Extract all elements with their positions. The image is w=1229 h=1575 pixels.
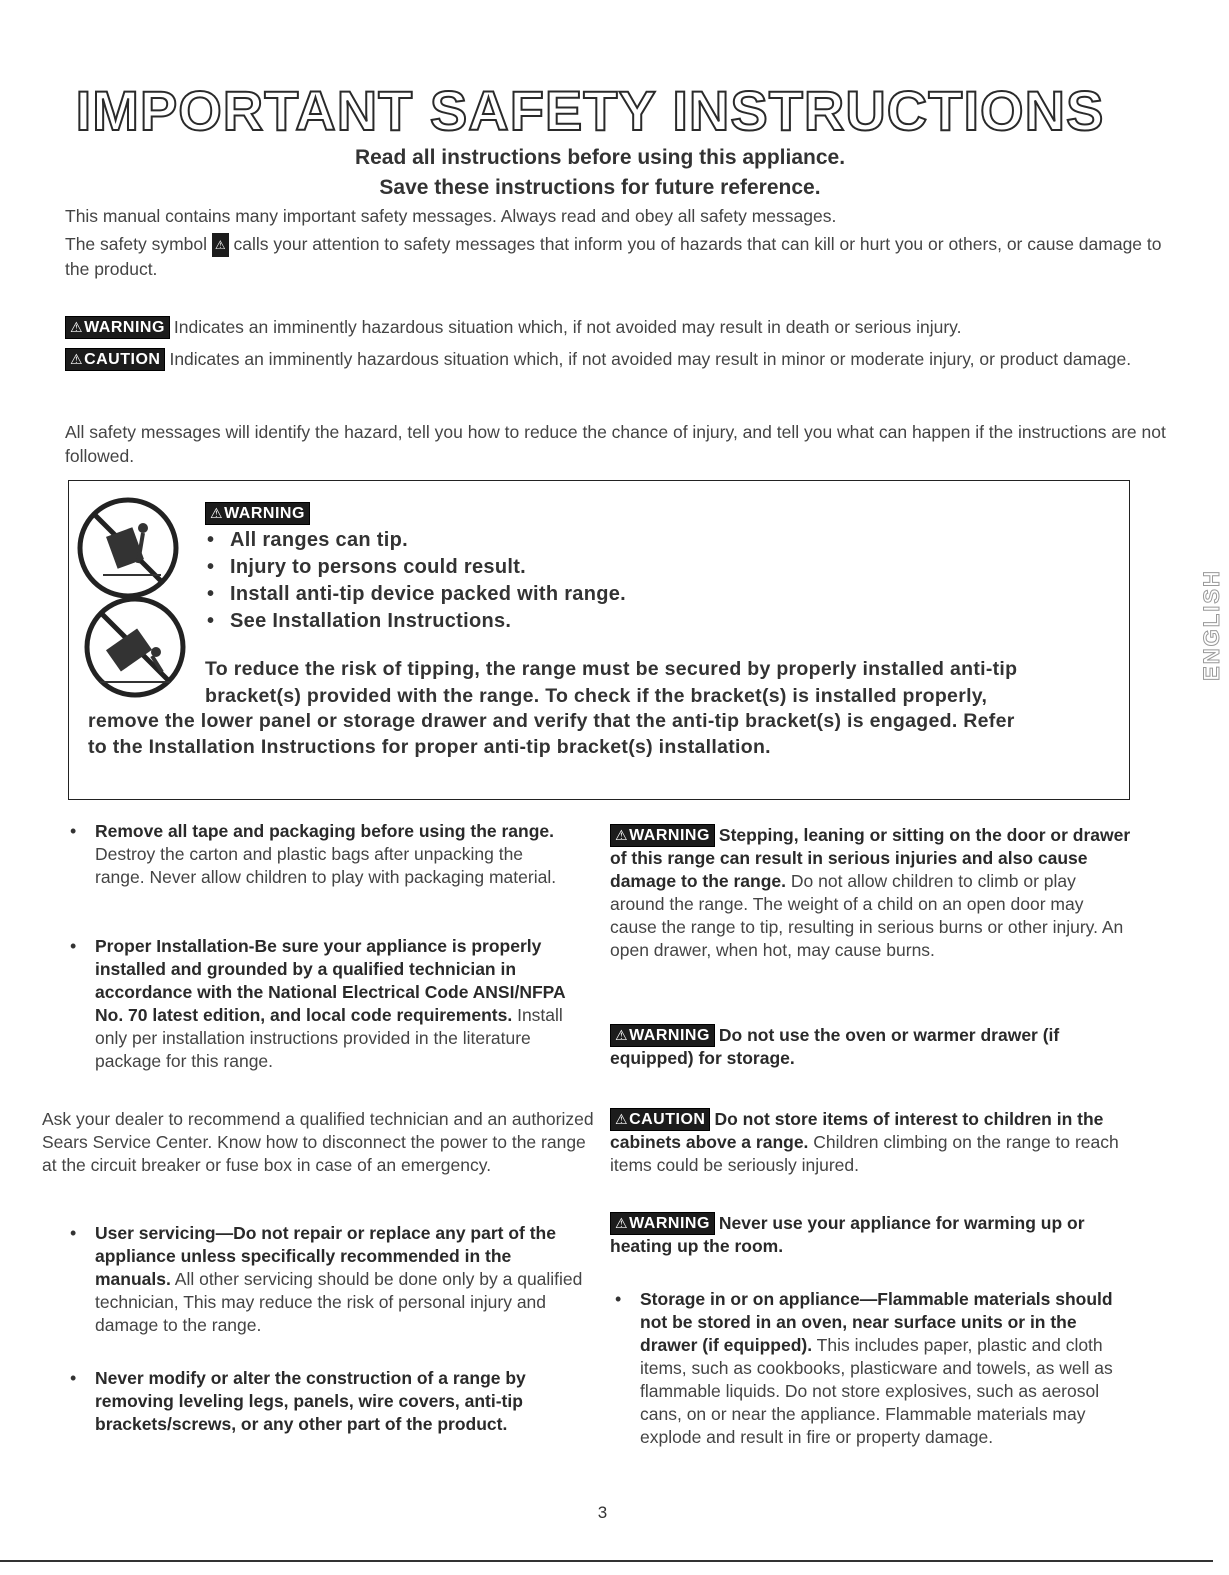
bullet: • [70,821,77,841]
language-side-tab [1175,560,1224,690]
warning-triangle-icon: ⚠ [615,1215,629,1231]
list-item: • Never modify or alter the construction of a range by removing leveling legs, panels, wire covers, anti-tip brackets/screws, or any other part of the product. [70,1368,526,1434]
safety-symbol-text-a: The safety symbol [65,234,207,254]
range-tip-icon [73,493,183,603]
warning-triangle-icon: ⚠ [615,1111,629,1127]
bullet: • [70,1223,77,1243]
warning-badge: ⚠WARNING [65,316,170,339]
warning-triangle-icon: ⚠ [70,319,84,335]
page-number: 3 [597,1503,608,1522]
bullet: • [70,1368,77,1388]
box-para-line: to the Installation Instructions for proper anti-tip bracket(s) installation. [88,736,771,758]
bullet: • [615,1289,622,1309]
subtitle-save: Save these instructions for future reference. [379,176,821,199]
warning-badge: ⚠WARNING [610,1024,715,1047]
bullet: • [70,936,77,956]
list-item: • User servicing—Do not repair or replace any part of the appliance unless specifically recommended in the manuals. All other servicing should be done only by a qualified technician, This may reduce the risk of personal injury and damage to the range. [70,1223,583,1335]
caution-definition: ⚠CAUTION Indicates an imminently hazardous situation which, if not avoided may result in minor or moderate injury, or product damage. [65,347,1185,371]
warning-triangle-icon: ⚠ [210,505,224,521]
warning-definition: ⚠WARNING Indicates an imminently hazardous situation which, if not avoided may result in death or serious injury. [65,315,1185,339]
dealer-paragraph: Ask your dealer to recommend a qualified technician and an authorized Sears Service Center. Know how to disconnect the power to the range at the circuit breaker or fuse box in case of an emergency. [42,1109,594,1175]
storage-warning: ⚠WARNING Do not use the oven or warmer drawer (if equipped) for storage. [610,1025,1060,1068]
warning-badge: ⚠WARNING [610,1212,715,1235]
safety-symbol-paragraph [65,232,1185,281]
caution-badge: ⚠CAUTION [65,348,165,371]
list-item: • See Installation Instructions. [205,608,905,635]
warning-triangle-icon: ⚠ [70,351,84,367]
list-item: • Remove all tape and packaging before using the range. Destroy the carton and plastic bags after unpacking the range. Never allow children to play with packaging material. [70,821,557,887]
all-safety-paragraph: All safety messages will identify the hazard, tell you how to reduce the chance of injury, and tell you what can happen if the instructions are not followed. [65,422,1166,466]
page-title: IMPORTANT SAFETY INSTRUCTIONS [75,79,1105,142]
list-item: • Injury to persons could result. [205,554,905,581]
safety-symbol-text-b: calls your attention to safety messages that inform you of hazards that can kill or hurt you or others, or cause damage to the product. [65,234,1162,279]
list-item: • All ranges can tip. [205,527,905,554]
heating-warning: ⚠WARNING Never use your appliance for warming up or heating up the room. [610,1213,1085,1256]
warning-triangle-icon: ⚠ [615,1027,629,1043]
door-warning: ⚠WARNING Stepping, leaning or sitting on the door or drawer of this range can result in serious injuries and also cause damage to the range. Do not allow children to climb or play around the range. The weight of a child on an open door may cause the range to tip, resulting in serious burns or other injury. An open drawer, when hot, may cause burns. [610,825,1131,960]
side-tab-label: ENGLISH [1199,569,1224,681]
page-bottom-rule [0,1560,1213,1562]
warning-badge: ⚠WARNING [610,824,715,847]
box-para-line: bracket(s) provided with the range. To check if the bracket(s) is installed properly, [205,685,988,707]
warning-badge: ⚠WARNING [205,502,310,525]
list-item: • Storage in or on appliance—Flammable materials should not be stored in an oven, near surface units or in the drawer (if equipped). This includes paper, plastic and cloth items, such as cookbooks, plasticware and towels, as well as flammable liquids. Do not store explosives, such as aerosol cans, on or near the appliance. Flammable materials may explode and result in fire or property damage. [615,1289,1113,1447]
tip-bullet-list [205,527,905,635]
subtitle-read: Read all instructions before using this appliance. [354,146,846,169]
warning-triangle-icon: ⚠ [615,827,629,843]
box-warning-badge-wrap [205,502,314,525]
warning-triangle-icon: ⚠ [212,233,229,257]
list-item: • Install anti-tip device packed with range. [205,581,905,608]
range-tipping-over-icon [80,592,190,702]
list-item: • Proper Installation-Be sure your appliance is properly installed and grounded by a qualified technician in accordance with the National Electrical Code ANSI/NFPA No. 70 latest edition, and local code requirements. Install only per installation instructions provided in the literature package for this range. [70,936,566,1071]
caution-badge: ⚠CAUTION [610,1108,710,1131]
box-para-line: remove the lower panel or storage drawer and verify that the anti-tip bracket(s) is engaged. Refer [88,710,1015,732]
cabinet-caution: ⚠CAUTION Do not store items of interest to children in the cabinets above a range. Children climbing on the range to reach items could be seriously injured. [610,1109,1119,1175]
box-para-line: To reduce the risk of tipping, the range must be secured by properly installed anti-tip [205,658,1018,680]
intro-paragraph: This manual contains many important safety messages. Always read and obey all safety messages. [65,206,837,226]
